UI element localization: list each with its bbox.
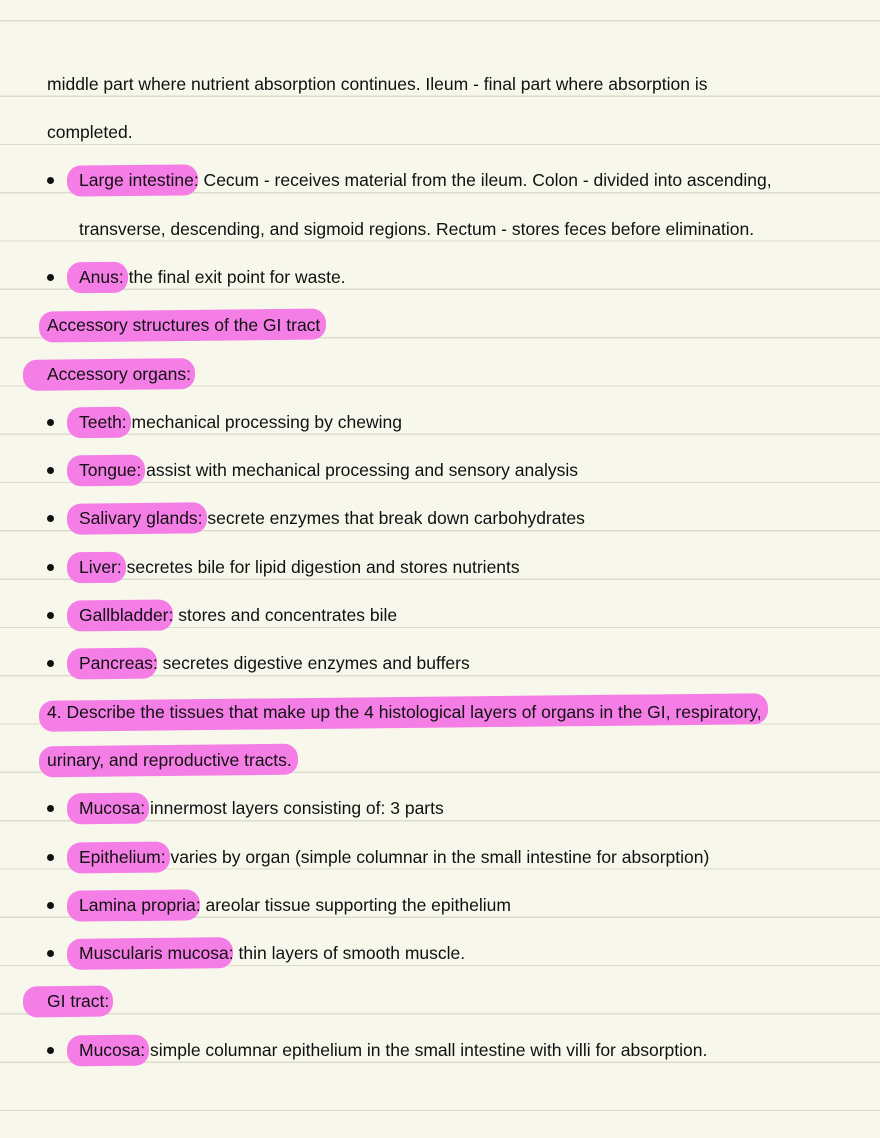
section-heading [0, 966, 880, 1014]
bullet-continuation [0, 193, 880, 241]
question-line [0, 676, 880, 724]
paragraph-text: middle part where nutrient absorption continues. Ileum - final part where absorption is [47, 73, 708, 94]
bullet-icon [47, 1047, 54, 1054]
bullet-icon [47, 467, 54, 474]
term-description: varies by organ (simple columnar in the small intestine for absorption) [165, 846, 710, 867]
bullet-item [0, 628, 880, 676]
highlighted-term: Salivary glands: [79, 508, 203, 529]
bullet-item [0, 435, 880, 483]
term-separator: : [195, 894, 201, 915]
bullet-item [0, 580, 880, 628]
bullet-icon [47, 564, 54, 571]
highlighted-term: Anus: [79, 266, 124, 287]
bullet-item [0, 483, 880, 531]
highlighted-term: Epithelium: [79, 846, 166, 867]
bullet-icon [47, 515, 54, 522]
bullet-item [0, 145, 880, 193]
highlighted-heading: GI tract: [47, 991, 110, 1012]
highlighted-term: Gallbladder [79, 605, 169, 626]
highlighted-term: Large intestine [79, 170, 194, 191]
bullet-item [0, 387, 880, 435]
bullet-icon [47, 950, 54, 957]
paragraph-text: completed. [47, 122, 133, 143]
section-heading [0, 290, 880, 338]
bullet-item [0, 918, 880, 966]
highlighted-term: Lamina propria [79, 894, 196, 915]
bullet-icon [47, 902, 54, 909]
term-description: mechanical processing by chewing [126, 411, 402, 432]
highlighted-heading: Accessory organs: [47, 363, 191, 384]
highlighted-heading: Accessory structures of the GI tract [47, 315, 321, 336]
bullet-icon [47, 612, 54, 619]
highlighted-term: Mucosa: [79, 1039, 146, 1060]
highlighted-term: Liver: [79, 556, 122, 577]
bullet-item [0, 870, 880, 918]
bullet-item [0, 242, 880, 290]
bullet-item [0, 532, 880, 580]
term-separator: : [193, 170, 199, 191]
bullet-icon [47, 805, 54, 812]
text-line [0, 97, 880, 145]
section-heading [0, 338, 880, 386]
term-description: secretes bile for lipid digestion and stores nutrients [121, 556, 520, 577]
term-separator: : [152, 653, 158, 674]
term-description: secrete enzymes that break down carbohydrates [202, 508, 585, 529]
highlighted-question: urinary, and reproductive tracts. [47, 749, 292, 770]
highlighted-question: 4. Describe the tissues that make up the 4 histological layers of organs in the GI, respiratory, [47, 701, 762, 722]
bullet-item [0, 821, 880, 869]
paragraph-text: transverse, descending, and sigmoid regions. Rectum - stores feces before elimination. [79, 218, 755, 239]
bullet-item [0, 773, 880, 821]
term-separator: : [168, 605, 174, 626]
highlighted-term: Pancreas [79, 653, 153, 674]
bullet-icon [47, 177, 54, 184]
term-separator: : [228, 943, 234, 964]
bullet-icon [47, 274, 54, 281]
term-description: assist with mechanical processing and sensory analysis [141, 460, 579, 481]
bullet-icon [47, 660, 54, 667]
bullet-item [0, 1015, 880, 1063]
bullet-icon [47, 419, 54, 426]
text-line [0, 49, 880, 97]
term-description: secretes digestive enzymes and buffers [157, 653, 470, 674]
term-description: thin layers of smooth muscle. [233, 943, 466, 964]
bullet-icon [47, 854, 54, 861]
term-description: stores and concentrates bile [173, 605, 398, 626]
term-description: areolar tissue supporting the epithelium [200, 894, 511, 915]
highlighted-term: Mucosa: [79, 798, 146, 819]
highlighted-term: Muscularis mucosa [79, 943, 229, 964]
question-line [0, 725, 880, 773]
term-description: innermost layers consisting of: 3 parts [145, 798, 444, 819]
term-description: Cecum - receives material from the ileum. Colon - divided into ascending, [198, 170, 772, 191]
term-description: simple columnar epithelium in the small intestine with villi for absorption. [145, 1039, 708, 1060]
highlighted-term: Teeth: [79, 411, 127, 432]
highlighted-term: Tongue: [79, 460, 142, 481]
term-description: the final exit point for waste. [123, 266, 346, 287]
